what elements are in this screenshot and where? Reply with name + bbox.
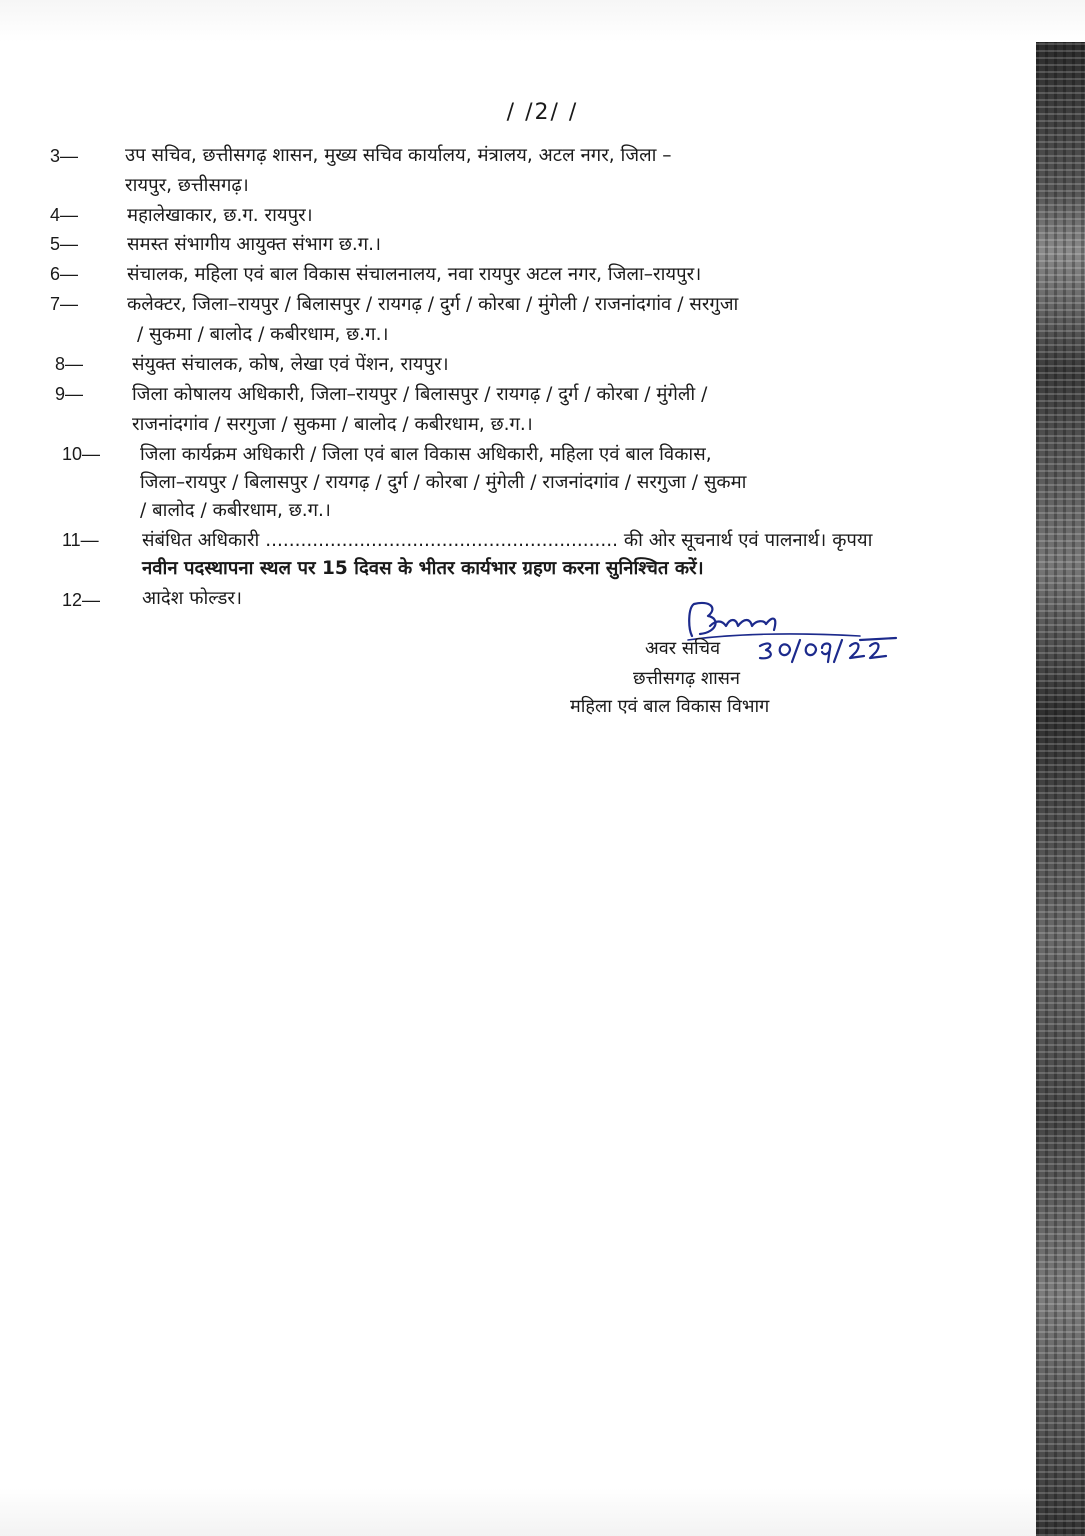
item-text: संचालक, महिला एवं बाल विकास संचालनालय, नवा रायपुर अटल नगर, जिला–रायपुर।: [127, 264, 702, 285]
item-number: 6—: [50, 264, 79, 284]
item-text-bold: नवीन पदस्थापना स्थल पर 15 दिवस के भीतर कार्यभार ग्रहण करना सुनिश्चित करें।: [142, 558, 704, 579]
item-text: जिला कोषालय अधिकारी, जिला–रायपुर / बिलासपुर / रायगढ़ / दुर्ग / कोरबा / मुंगेली /: [132, 384, 708, 405]
item-text: राजनांदगांव / सरगुजा / सुकमा / बालोद / कबीरधाम, छ.ग.।: [132, 414, 533, 435]
item-number: 5—: [50, 234, 79, 254]
page-number: / /2/ /: [506, 100, 579, 125]
item-number: 11—: [62, 530, 99, 550]
item-text: समस्त संभागीय आयुक्त संभाग छ.ग.।: [127, 234, 382, 255]
item-number: 8—: [55, 354, 84, 374]
scan-edge-shadow: [1036, 42, 1085, 1536]
item-text: उप सचिव, छत्तीसगढ़ शासन, मुख्य सचिव कार्यालय, मंत्रालय, अटल नगर, जिला –: [125, 145, 672, 166]
item-number: 12—: [62, 590, 101, 610]
item-text: आदेश फोल्डर।: [142, 588, 242, 609]
item-text: / बालोद / कबीरधाम, छ.ग.।: [140, 500, 331, 521]
item-text: / सुकमा / बालोद / कबीरधाम, छ.ग.।: [137, 324, 389, 345]
item-number: 7—: [50, 294, 79, 314]
item-number: 10—: [62, 444, 101, 464]
item-number: 3—: [50, 146, 79, 166]
item-text: कलेक्टर, जिला–रायपुर / बिलासपुर / रायगढ़ / दुर्ग / कोरबा / मुंगेली / राजनांदगांव / सरगुजा: [127, 294, 739, 315]
designation: अवर सचिव: [645, 638, 721, 659]
item-text: संबंधित अधिकारी ............................................................ की ओर सूचनार्थ एवं पालनार्थ। कृपया: [142, 530, 873, 551]
signature-block: [560, 596, 920, 726]
item-text: जिला कार्यक्रम अधिकारी / जिला एवं बाल विकास अधिकारी, महिला एवं बाल विकास,: [140, 444, 712, 465]
item-text: संयुक्त संचालक, कोष, लेखा एवं पेंशन, रायपुर।: [132, 354, 449, 375]
item-text: महालेखाकार, छ.ग. रायपुर।: [127, 205, 313, 226]
item-text: रायपुर, छत्तीसगढ़।: [125, 175, 249, 196]
item-number: 9—: [55, 384, 84, 404]
government-name: छत्तीसगढ़ शासन: [633, 668, 740, 689]
item-text: जिला–रायपुर / बिलासपुर / रायगढ़ / दुर्ग / कोरबा / मुंगेली / राजनांदगांव / सरगुजा / सुकमा: [140, 472, 747, 493]
department-name: महिला एवं बाल विकास विभाग: [570, 696, 770, 717]
handwritten-signature: [560, 596, 920, 666]
item-number: 4—: [50, 205, 79, 225]
